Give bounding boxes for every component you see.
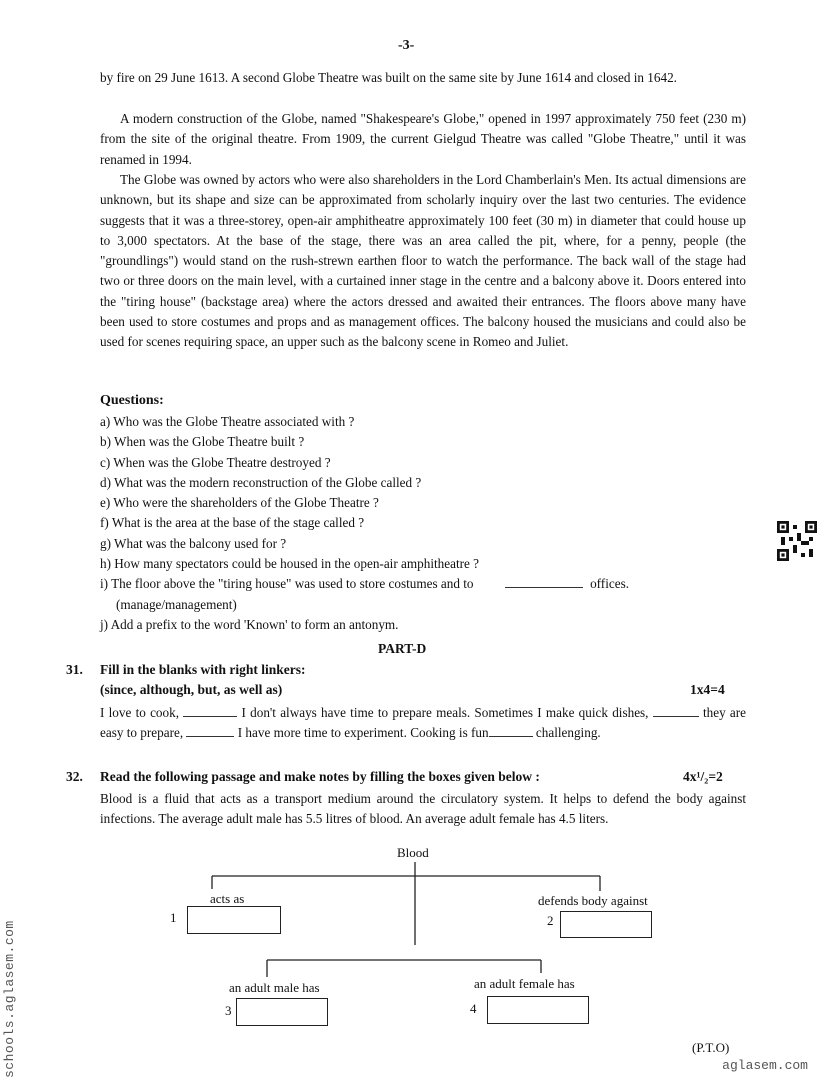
page-number: -3-: [398, 38, 415, 53]
q31-text-4: I have more time to experiment. Cooking is fun: [237, 725, 489, 741]
diagram-node1-label: acts as: [210, 891, 245, 906]
diagram-node2-label: defends body against: [538, 893, 648, 908]
question-item: h) How many spectators could be housed in the open-air amphitheatre ?: [100, 556, 480, 572]
q31-title: Fill in the blanks with right linkers:: [100, 662, 306, 677]
diagram-box2-number: 2: [547, 913, 554, 928]
q32-passage: Blood is a fluid that acts as a transport medium around the circulatory system. It helps to defend the body against infections. The average adult male has 5.5 litres of blood. An average adult female has 4.5 liters.: [100, 791, 746, 826]
q31-options: (since, although, but, as well as): [100, 682, 283, 697]
q31-text-5: challenging.: [535, 725, 601, 741]
q31-number: 31.: [66, 662, 83, 677]
q31-marks: 1x4=4: [690, 682, 725, 697]
answer-box-3[interactable]: [236, 998, 328, 1026]
q31-text-1: I love to cook,: [100, 705, 179, 720]
question-item: b) When was the Globe Theatre built ?: [100, 434, 305, 450]
bottom-watermark: aglasem.com: [722, 1058, 808, 1073]
question-i-text: i) The floor above the "tiring house" was used to store costumes and to: [100, 576, 474, 592]
question-item: f) What is the area at the base of the stage called ?: [100, 515, 365, 531]
part-d-title: PART-D: [378, 641, 427, 656]
q32-marks: 4x¹/₂=2: [683, 769, 723, 784]
question-item: g) What was the balcony used for ?: [100, 535, 287, 551]
diagram-node4-label: an adult female has: [474, 976, 575, 991]
q31-text-3: they are easy to prepare,: [100, 705, 747, 741]
question-item: d) What was the modern reconstruction of the Globe called ?: [100, 474, 422, 490]
diagram-node3-label: an adult male has: [229, 980, 320, 995]
question-item: c) When was the Globe Theatre destroyed ?: [100, 454, 331, 470]
question-i-end: offices.: [590, 576, 630, 592]
q31-text-2: I don't always have time to prepare meals. Sometimes I make quick dishes,: [241, 705, 649, 720]
diagram-box4-number: 4: [470, 1001, 477, 1016]
q32-title: Read the following passage and make notes by filling the boxes given below :: [100, 769, 540, 784]
question-item: a) Who was the Globe Theatre associated with ?: [100, 414, 355, 429]
q32-number: 32.: [66, 769, 83, 784]
diagram-root-label: Blood: [397, 845, 429, 860]
side-watermark: schools.aglasem.com: [2, 920, 17, 1078]
diagram-box3-number: 3: [225, 1003, 232, 1018]
diagram-box1-number: 1: [170, 910, 177, 925]
questions-heading: Questions:: [100, 393, 164, 408]
question-item-j: j) Add a prefix to the word 'Known' to form an antonym.: [100, 616, 399, 632]
question-i-options: (manage/management): [116, 596, 237, 612]
answer-box-1[interactable]: [187, 906, 281, 934]
pto-label: (P.T.O): [692, 1040, 730, 1055]
question-item: e) Who were the shareholders of the Globe Theatre ?: [100, 495, 379, 511]
answer-box-2[interactable]: [560, 911, 652, 938]
passage-paragraph-1: by fire on 29 June 1613. A second Globe Theatre was built on the same site by June 1614 and closed in 1642.: [100, 70, 677, 85]
passage-paragraph-3: The Globe was owned by actors who were also shareholders in the Lord Chamberlain's Men. Its actual dimensions are unknown, but its shape and size can be approximated from scholarly inquiry over the last two centuries. The evidence suggests that it was a three-storey, open-air amphitheatre approximately 100 feet (30 m) in diameter that could house up to 3,000 spectators. At the base of the stage, there was an area called the pit, where, for a penny, people (the "groundlings") would stand on the rush-strewn earthen floor to watch the performance. The back wall of the stage had two or three doors on the main level, with a curtained inner stage in the centre and a balcony above it. Doors entered into the "tiring house" (backstage area) where the actors dressed and awaited their entrances. The floors above many have been used to store costumes and props and as management offices. The balcony housed the musicians and could also be used for scenes requiring space, an upper such as the balcony scene in Romeo and Juliet.: [100, 172, 746, 350]
passage-paragraph-2: A modern construction of the Globe, named "Shakespeare's Globe," opened in 1997 approximately 750 feet (230 m) from the site of the original theatre. From 1909, the current Gielgud Theatre was called "Globe Theatre," until it was renamed in 1994.: [100, 111, 746, 167]
answer-box-4[interactable]: [487, 996, 589, 1024]
